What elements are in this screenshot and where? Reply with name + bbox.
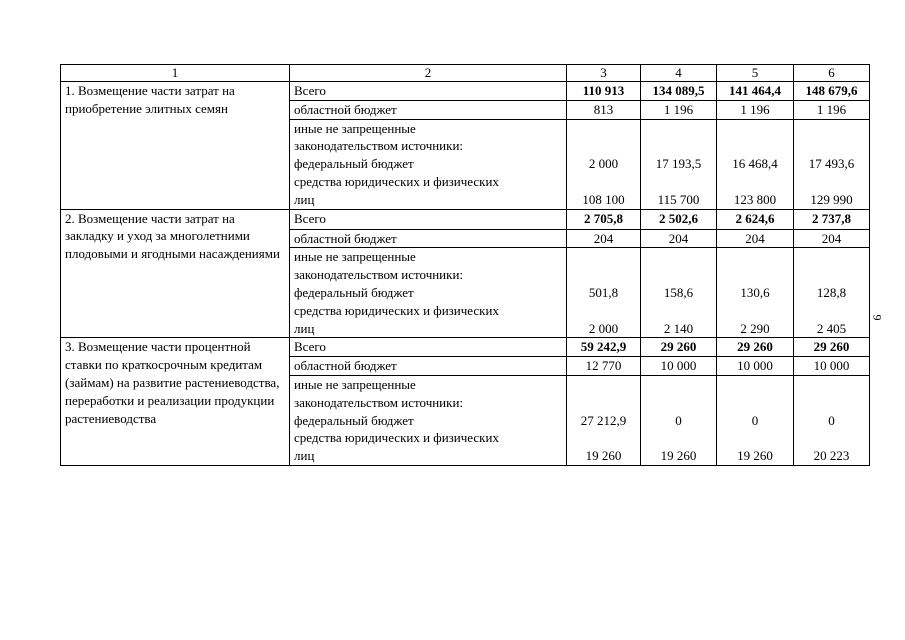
- other-values-cell: [567, 375, 641, 465]
- source-total-label: Всего: [290, 82, 567, 101]
- source-regional-label: областной бюджет: [290, 229, 567, 248]
- federal-value: 0: [675, 412, 682, 428]
- other-values-cell: [567, 248, 641, 338]
- other-values-cell: [641, 248, 717, 338]
- regional-value: 1 196: [717, 100, 794, 119]
- total-value: 2 705,8: [567, 209, 641, 229]
- legal-value: 20 223: [813, 448, 850, 464]
- table-row: [61, 338, 870, 357]
- header-cell: 4: [641, 65, 717, 82]
- header-cell: 3: [567, 65, 641, 82]
- source-line: средства юридических и физических: [294, 173, 499, 189]
- other-values-cell: [641, 119, 717, 209]
- measure-name: 1. Возмещение части затрат на приобретение элитных семян: [61, 82, 290, 210]
- regional-value: 12 770: [567, 357, 641, 376]
- regional-value: 204: [567, 229, 641, 248]
- regional-value: 10 000: [641, 357, 717, 376]
- source-line: федеральный бюджет: [294, 412, 414, 428]
- regional-value: 204: [717, 229, 794, 248]
- other-values-cell: [567, 119, 641, 209]
- regional-value: 10 000: [794, 357, 870, 376]
- source-line: иные не запрещенные: [294, 120, 416, 136]
- source-other-label: [290, 375, 567, 465]
- measure-name: 2. Возмещение части затрат на закладку и уход за многолетними плодовыми и ягодными насаждениями: [61, 209, 290, 338]
- page-number: 9: [870, 314, 885, 321]
- source-line: лиц: [294, 320, 315, 336]
- other-values-cell: [641, 375, 717, 465]
- total-value: 134 089,5: [641, 82, 717, 101]
- regional-value: 204: [641, 229, 717, 248]
- legal-value: 19 260: [660, 448, 697, 464]
- header-cell: 5: [717, 65, 794, 82]
- source-line: лиц: [294, 448, 315, 464]
- regional-value: 204: [794, 229, 870, 248]
- source-total-label: Всего: [290, 338, 567, 357]
- legal-value: 115 700: [657, 191, 700, 207]
- budget-table: [60, 64, 870, 466]
- regional-value: 10 000: [717, 357, 794, 376]
- total-value: 29 260: [794, 338, 870, 357]
- total-value: 29 260: [717, 338, 794, 357]
- total-value: 2 737,8: [794, 209, 870, 229]
- source-total-label: Всего: [290, 209, 567, 229]
- header-cell: 1: [61, 65, 290, 82]
- total-value: 141 464,4: [717, 82, 794, 101]
- federal-value: 17 193,5: [655, 156, 702, 172]
- source-line: иные не запрещенные: [294, 249, 416, 265]
- federal-value: 0: [828, 412, 835, 428]
- other-values-cell: [717, 375, 794, 465]
- federal-value: 130,6: [740, 284, 770, 300]
- total-value: 2 624,6: [717, 209, 794, 229]
- source-regional-label: областной бюджет: [290, 357, 567, 376]
- legal-value: 2 405: [816, 320, 847, 336]
- source-line: средства юридических и физических: [294, 302, 499, 318]
- header-cell: 2: [290, 65, 567, 82]
- source-line: законодательством источники:: [294, 267, 464, 283]
- regional-value: 1 196: [794, 100, 870, 119]
- other-values-cell: [717, 119, 794, 209]
- federal-value: 158,6: [663, 284, 694, 300]
- legal-value: 19 260: [585, 448, 622, 464]
- header-cell: 6: [794, 65, 870, 82]
- legal-value: 2 290: [740, 320, 770, 336]
- total-value: 29 260: [641, 338, 717, 357]
- regional-value: 813: [567, 100, 641, 119]
- source-other-label: [290, 119, 567, 209]
- table-row: [61, 209, 870, 229]
- federal-value: 17 493,6: [808, 156, 855, 172]
- total-value: 59 242,9: [567, 338, 641, 357]
- federal-value: 2 000: [588, 156, 619, 172]
- legal-value: 19 260: [737, 448, 773, 464]
- measure-name: 3. Возмещение части процентной ставки по краткосрочным кредитам (займам) на развитие растениеводства, переработки и реализации продукции растениеводства: [61, 338, 290, 466]
- total-value: 2 502,6: [641, 209, 717, 229]
- legal-value: 129 990: [810, 191, 853, 207]
- total-value: 110 913: [567, 82, 641, 101]
- other-values-cell: [794, 248, 870, 338]
- source-other-label: [290, 248, 567, 338]
- legal-value: 108 100: [582, 191, 625, 207]
- regional-value: 1 196: [641, 100, 717, 119]
- other-values-cell: [717, 248, 794, 338]
- total-value: 148 679,6: [794, 82, 870, 101]
- source-line: лиц: [294, 191, 315, 207]
- federal-value: 0: [751, 412, 759, 428]
- source-line: федеральный бюджет: [294, 284, 414, 300]
- other-values-cell: [794, 375, 870, 465]
- source-line: иные не запрещенные: [294, 376, 416, 392]
- federal-value: 27 212,9: [580, 412, 627, 428]
- source-regional-label: областной бюджет: [290, 100, 567, 119]
- source-line: средства юридических и физических: [294, 430, 499, 446]
- federal-value: 128,8: [816, 284, 847, 300]
- header-row: [61, 65, 870, 82]
- source-line: законодательством источники:: [294, 138, 464, 154]
- table-row: [61, 82, 870, 101]
- federal-value: 16 468,4: [732, 156, 778, 172]
- legal-value: 123 800: [733, 191, 777, 207]
- legal-value: 2 140: [663, 320, 694, 336]
- federal-value: 501,8: [588, 284, 619, 300]
- source-line: законодательством источники:: [294, 394, 464, 410]
- legal-value: 2 000: [588, 320, 619, 336]
- other-values-cell: [794, 119, 870, 209]
- source-line: федеральный бюджет: [294, 156, 414, 172]
